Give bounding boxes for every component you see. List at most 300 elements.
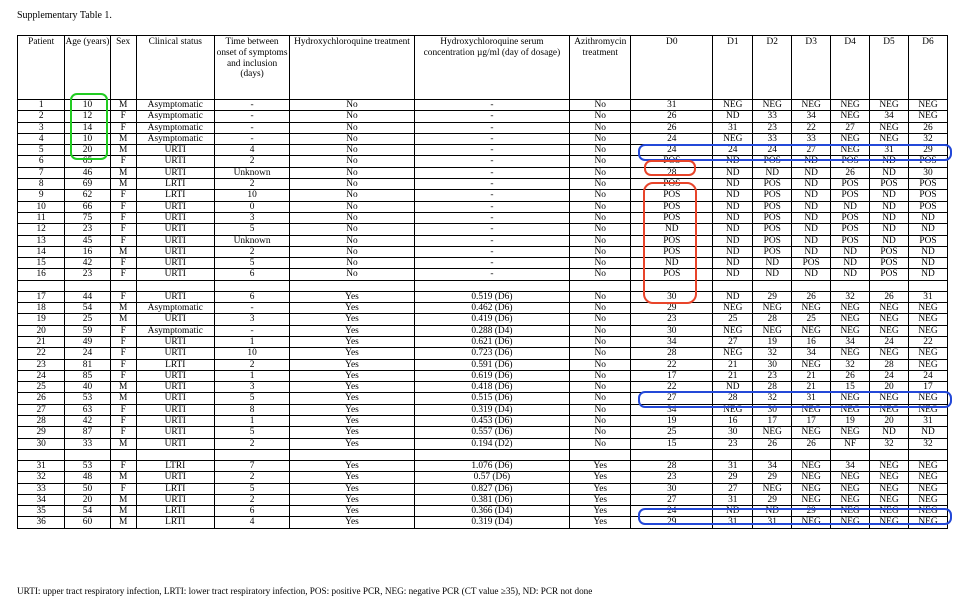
col-age-cell: 53 (65, 460, 110, 471)
col-clinical-status-cell: LTRI (136, 460, 214, 471)
col-d3-cell: NEG (792, 325, 831, 336)
col-patient-cell: 3 (18, 122, 65, 133)
col-sex-cell: M (110, 246, 136, 257)
col-clinical-status-cell: URTI (136, 224, 214, 235)
col-sex-cell: M (110, 133, 136, 144)
table-row (18, 145, 948, 156)
col-d3-cell: 31 (792, 393, 831, 404)
col-azithromycin-cell: Yes (570, 460, 631, 471)
col-azithromycin-cell: No (570, 269, 631, 280)
col-hcq-treatment-cell: No (290, 100, 414, 111)
col-d3-cell: 29 (792, 506, 831, 517)
col-d0-cell: 27 (631, 494, 713, 505)
col-hcq-treatment-cell: No (290, 212, 414, 223)
col-d0-cell: 26 (631, 111, 713, 122)
col-azithromycin-cell: No (570, 382, 631, 393)
table-footnote: URTI: upper tract respiratory infection, LRTI: lower tract respiratory infection, POS: positive PCR, NEG: negative PCR (CT value ≥35), ND: PCR not done (17, 586, 593, 596)
col-d4-cell: NEG (831, 494, 870, 505)
col-d5-cell: POS (870, 246, 909, 257)
col-age-cell: 63 (65, 404, 110, 415)
col-d2-cell: 23 (753, 370, 792, 381)
col-azithromycin-cell: No (570, 359, 631, 370)
col-sex-cell: F (110, 359, 136, 370)
col-hcq-concentration-cell: - (414, 111, 570, 122)
col-d2-cell: POS (753, 224, 792, 235)
col-time-onset-cell: 5 (214, 393, 290, 404)
col-hcq-concentration-cell: 0.619 (D6) (414, 370, 570, 381)
col-d3-cell: NEG (792, 517, 831, 528)
col-d2-cell: ND (753, 167, 792, 178)
col-d4-cell: POS (831, 179, 870, 190)
col-sex-cell: F (110, 460, 136, 471)
spacer-cell (110, 449, 136, 460)
col-d6-cell: ND (908, 258, 947, 269)
col-d2-cell: NEG (753, 427, 792, 438)
table-row (18, 370, 948, 381)
col-clinical-status-cell: URTI (136, 258, 214, 269)
col-hcq-treatment-cell: No (290, 190, 414, 201)
table-row (18, 359, 948, 370)
col-age-cell: 49 (65, 336, 110, 347)
col-hcq-concentration-cell: 0.366 (D4) (414, 506, 570, 517)
col-d4-header: D4 (831, 36, 870, 100)
col-patient-cell: 29 (18, 427, 65, 438)
col-d5-cell: NEG (870, 404, 909, 415)
col-time-onset-cell: 6 (214, 291, 290, 302)
col-d3-cell: ND (792, 201, 831, 212)
col-hcq-concentration-cell: 0.319 (D4) (414, 517, 570, 528)
spacer-cell (136, 449, 214, 460)
col-hcq-treatment-cell: No (290, 235, 414, 246)
col-d4-cell: NEG (831, 472, 870, 483)
col-d6-cell: POS (908, 235, 947, 246)
col-d2-cell: POS (753, 246, 792, 257)
col-clinical-status-cell: URTI (136, 156, 214, 167)
table-row (18, 269, 948, 280)
col-clinical-status-cell: URTI (136, 246, 214, 257)
col-time-onset-cell: 2 (214, 438, 290, 449)
col-d6-cell: NEG (908, 325, 947, 336)
col-hcq-treatment-cell: Yes (290, 404, 414, 415)
col-d1-cell: 25 (713, 314, 753, 325)
col-age-cell: 46 (65, 167, 110, 178)
col-d0-cell: 29 (631, 303, 713, 314)
col-azithromycin-cell: No (570, 167, 631, 178)
col-d0-cell: 17 (631, 370, 713, 381)
col-sex-cell: F (110, 201, 136, 212)
col-d0-cell: ND (631, 224, 713, 235)
col-azithromycin-cell: No (570, 404, 631, 415)
col-d2-cell: ND (753, 258, 792, 269)
col-hcq-treatment-cell: Yes (290, 336, 414, 347)
spacer-cell (18, 280, 65, 291)
spacer-cell (570, 449, 631, 460)
col-d3-cell: NEG (792, 460, 831, 471)
col-d0-cell: POS (631, 190, 713, 201)
spacer-cell (870, 449, 909, 460)
col-azithromycin-cell: No (570, 393, 631, 404)
col-d4-cell: POS (831, 235, 870, 246)
col-clinical-status-cell: URTI (136, 167, 214, 178)
col-d1-cell: 29 (713, 472, 753, 483)
col-hcq-concentration-cell: - (414, 133, 570, 144)
col-d6-cell: NEG (908, 506, 947, 517)
col-d5-cell: ND (870, 427, 909, 438)
col-d0-header: D0 (631, 36, 713, 100)
col-d2-cell: 23 (753, 122, 792, 133)
col-hcq-treatment-cell: No (290, 179, 414, 190)
col-d6-header: D6 (908, 36, 947, 100)
col-sex-cell: F (110, 190, 136, 201)
col-sex-cell: M (110, 303, 136, 314)
table-row (18, 212, 948, 223)
col-time-onset-header: Time between onset of symptoms and inclusion (days) (214, 36, 290, 100)
col-patient-cell: 15 (18, 258, 65, 269)
col-d3-cell: NEG (792, 483, 831, 494)
spacer-cell (414, 449, 570, 460)
col-d1-header: D1 (713, 36, 753, 100)
col-d6-cell: NEG (908, 348, 947, 359)
table-row (18, 336, 948, 347)
col-d5-cell: NEG (870, 303, 909, 314)
col-azithromycin-cell: No (570, 224, 631, 235)
col-d1-cell: ND (713, 111, 753, 122)
spacer-cell (110, 280, 136, 291)
col-d2-cell: NEG (753, 325, 792, 336)
col-hcq-treatment-cell: No (290, 156, 414, 167)
col-age-cell: 23 (65, 269, 110, 280)
col-age-cell: 10 (65, 133, 110, 144)
col-d0-cell: ND (631, 258, 713, 269)
col-time-onset-cell: Unknown (214, 167, 290, 178)
col-d1-cell: NEG (713, 325, 753, 336)
col-age-cell: 54 (65, 303, 110, 314)
col-d0-cell: 26 (631, 122, 713, 133)
col-sex-cell: F (110, 235, 136, 246)
col-d1-cell: 28 (713, 393, 753, 404)
col-d2-cell: POS (753, 156, 792, 167)
col-d3-cell: 34 (792, 111, 831, 122)
col-patient-cell: 35 (18, 506, 65, 517)
col-hcq-concentration-cell: 1.076 (D6) (414, 460, 570, 471)
col-azithromycin-cell: No (570, 133, 631, 144)
col-d3-cell: ND (792, 269, 831, 280)
col-d0-cell: POS (631, 212, 713, 223)
col-d1-cell: ND (713, 201, 753, 212)
col-d0-cell: 24 (631, 506, 713, 517)
col-clinical-status-cell: Asymptomatic (136, 111, 214, 122)
col-d3-cell: ND (792, 246, 831, 257)
col-d6-cell: NEG (908, 494, 947, 505)
col-hcq-concentration-cell: 0.194 (D2) (414, 438, 570, 449)
col-d3-cell: 16 (792, 336, 831, 347)
col-age-cell: 53 (65, 393, 110, 404)
col-clinical-status-cell: URTI (136, 348, 214, 359)
col-d1-cell: NEG (713, 303, 753, 314)
col-patient-cell: 6 (18, 156, 65, 167)
spacer-cell (214, 449, 290, 460)
col-d3-cell: 26 (792, 438, 831, 449)
col-d4-cell: NEG (831, 393, 870, 404)
table-row (18, 416, 948, 427)
col-d1-cell: 31 (713, 494, 753, 505)
col-age-cell: 42 (65, 258, 110, 269)
col-d4-cell: 34 (831, 460, 870, 471)
col-d0-cell: POS (631, 246, 713, 257)
col-d4-cell: NEG (831, 100, 870, 111)
col-d1-cell: ND (713, 506, 753, 517)
col-patient-header: Patient (18, 36, 65, 100)
col-d6-cell: NEG (908, 393, 947, 404)
col-clinical-status-cell: LRTI (136, 517, 214, 528)
col-d6-cell: 22 (908, 336, 947, 347)
col-d6-cell: 26 (908, 122, 947, 133)
col-sex-cell: F (110, 111, 136, 122)
col-d5-cell: POS (870, 258, 909, 269)
col-sex-cell: F (110, 269, 136, 280)
col-d5-cell: 24 (870, 370, 909, 381)
col-d0-cell: 24 (631, 145, 713, 156)
col-age-cell: 44 (65, 291, 110, 302)
col-d6-cell: NEG (908, 100, 947, 111)
col-time-onset-cell: 1 (214, 370, 290, 381)
table-row (18, 325, 948, 336)
col-sex-cell: F (110, 348, 136, 359)
col-patient-cell: 32 (18, 472, 65, 483)
col-age-cell: 25 (65, 314, 110, 325)
col-d6-cell: NEG (908, 460, 947, 471)
col-clinical-status-cell: URTI (136, 416, 214, 427)
col-patient-cell: 20 (18, 325, 65, 336)
col-d4-cell: NEG (831, 133, 870, 144)
col-d1-cell: ND (713, 382, 753, 393)
col-patient-cell: 9 (18, 190, 65, 201)
col-hcq-treatment-cell: Yes (290, 314, 414, 325)
col-hcq-concentration-cell: - (414, 258, 570, 269)
col-clinical-status-cell: URTI (136, 235, 214, 246)
col-time-onset-cell: Unknown (214, 235, 290, 246)
col-age-cell: 75 (65, 212, 110, 223)
col-azithromycin-cell: No (570, 438, 631, 449)
col-hcq-treatment-cell: Yes (290, 348, 414, 359)
col-d6-cell: POS (908, 156, 947, 167)
col-time-onset-cell: 2 (214, 494, 290, 505)
col-time-onset-cell: 2 (214, 179, 290, 190)
col-d4-cell: NEG (831, 506, 870, 517)
col-hcq-concentration-cell: 0.288 (D4) (414, 325, 570, 336)
col-azithromycin-cell: No (570, 291, 631, 302)
col-d5-cell: NEG (870, 314, 909, 325)
table-row (18, 483, 948, 494)
col-hcq-concentration-cell: 0.557 (D6) (414, 427, 570, 438)
table-row (18, 314, 948, 325)
col-time-onset-cell: 3 (214, 314, 290, 325)
col-clinical-status-cell: Asymptomatic (136, 133, 214, 144)
col-d4-cell: ND (831, 246, 870, 257)
col-hcq-concentration-cell: - (414, 246, 570, 257)
col-hcq-treatment-cell: Yes (290, 303, 414, 314)
col-d4-cell: ND (831, 258, 870, 269)
col-hcq-concentration-cell: - (414, 269, 570, 280)
col-d0-cell: POS (631, 235, 713, 246)
col-patient-cell: 26 (18, 393, 65, 404)
col-d6-cell: ND (908, 269, 947, 280)
col-d3-cell: ND (792, 224, 831, 235)
col-d6-cell: NEG (908, 111, 947, 122)
col-time-onset-cell: 4 (214, 145, 290, 156)
col-hcq-treatment-cell: No (290, 201, 414, 212)
col-d6-cell: 30 (908, 167, 947, 178)
col-patient-cell: 8 (18, 179, 65, 190)
col-d2-cell: NEG (753, 303, 792, 314)
col-d6-cell: NEG (908, 404, 947, 415)
col-hcq-concentration-cell: - (414, 212, 570, 223)
col-azithromycin-cell: No (570, 100, 631, 111)
col-clinical-status-cell: URTI (136, 393, 214, 404)
col-azithromycin-cell: No (570, 303, 631, 314)
col-clinical-status-cell: Asymptomatic (136, 122, 214, 133)
table-row (18, 224, 948, 235)
col-hcq-concentration-cell: 0.453 (D6) (414, 416, 570, 427)
table-row (18, 156, 948, 167)
spacer-cell (214, 280, 290, 291)
col-sex-cell: M (110, 145, 136, 156)
col-hcq-treatment-cell: Yes (290, 506, 414, 517)
col-time-onset-cell: - (214, 325, 290, 336)
col-azithromycin-cell: Yes (570, 506, 631, 517)
spacer-cell (713, 449, 753, 460)
col-clinical-status-cell: LRTI (136, 506, 214, 517)
col-d6-cell: NEG (908, 472, 947, 483)
col-patient-cell: 16 (18, 269, 65, 280)
col-patient-cell: 12 (18, 224, 65, 235)
col-age-cell: 20 (65, 145, 110, 156)
col-patient-cell: 1 (18, 100, 65, 111)
col-age-cell: 87 (65, 427, 110, 438)
col-d0-cell: 22 (631, 382, 713, 393)
col-age-cell: 40 (65, 382, 110, 393)
table-row (18, 190, 948, 201)
col-d2-cell: 30 (753, 404, 792, 415)
col-d5-cell: NEG (870, 460, 909, 471)
col-d1-cell: ND (713, 235, 753, 246)
col-time-onset-cell: 3 (214, 382, 290, 393)
col-patient-cell: 11 (18, 212, 65, 223)
col-d3-cell: 22 (792, 122, 831, 133)
col-d5-cell: NEG (870, 122, 909, 133)
col-time-onset-cell: 2 (214, 156, 290, 167)
col-d6-cell: 17 (908, 382, 947, 393)
spacer-cell (631, 280, 713, 291)
col-time-onset-cell: 2 (214, 359, 290, 370)
col-hcq-treatment-cell: No (290, 133, 414, 144)
col-time-onset-cell: 10 (214, 190, 290, 201)
table-row (18, 291, 948, 302)
col-hcq-concentration-cell: - (414, 100, 570, 111)
col-d2-cell: 17 (753, 416, 792, 427)
col-d1-cell: ND (713, 212, 753, 223)
col-d0-cell: 19 (631, 416, 713, 427)
col-d1-cell: ND (713, 179, 753, 190)
col-azithromycin-cell: No (570, 314, 631, 325)
col-patient-cell: 36 (18, 517, 65, 528)
col-d4-cell: 26 (831, 167, 870, 178)
col-d2-cell: 31 (753, 517, 792, 528)
col-d2-cell: 28 (753, 314, 792, 325)
col-hcq-concentration-cell: 0.519 (D6) (414, 291, 570, 302)
col-d5-cell: POS (870, 179, 909, 190)
col-azithromycin-cell: No (570, 122, 631, 133)
spacer-cell (908, 280, 947, 291)
col-patient-cell: 28 (18, 416, 65, 427)
spacer-cell (831, 280, 870, 291)
col-azithromycin-cell: No (570, 201, 631, 212)
col-azithromycin-cell: No (570, 427, 631, 438)
table-row (18, 404, 948, 415)
col-clinical-status-cell: Asymptomatic (136, 100, 214, 111)
col-d5-cell: NEG (870, 506, 909, 517)
col-sex-cell: F (110, 258, 136, 269)
col-age-cell: 50 (65, 483, 110, 494)
col-d2-cell: 29 (753, 291, 792, 302)
col-d4-cell: NEG (831, 517, 870, 528)
spacer-cell (792, 449, 831, 460)
col-clinical-status-cell: LRTI (136, 483, 214, 494)
col-d4-cell: NEG (831, 404, 870, 415)
col-d6-cell: NEG (908, 303, 947, 314)
col-sex-cell: F (110, 427, 136, 438)
col-d3-cell: ND (792, 167, 831, 178)
col-d0-cell: 31 (631, 100, 713, 111)
col-clinical-status-cell: URTI (136, 212, 214, 223)
col-d2-cell: ND (753, 269, 792, 280)
col-d0-cell: POS (631, 201, 713, 212)
col-d3-header: D3 (792, 36, 831, 100)
col-clinical-status-cell: URTI (136, 494, 214, 505)
col-d0-cell: 28 (631, 167, 713, 178)
col-d6-cell: 32 (908, 133, 947, 144)
col-d0-cell: 23 (631, 314, 713, 325)
col-d2-cell: 26 (753, 438, 792, 449)
col-azithromycin-cell: No (570, 190, 631, 201)
col-d4-cell: 15 (831, 382, 870, 393)
col-age-cell: 62 (65, 190, 110, 201)
col-patient-cell: 22 (18, 348, 65, 359)
spacer-cell (290, 449, 414, 460)
col-d4-cell: 34 (831, 336, 870, 347)
col-azithromycin-cell: Yes (570, 494, 631, 505)
col-hcq-concentration-cell: 0.381 (D6) (414, 494, 570, 505)
col-d3-cell: ND (792, 190, 831, 201)
col-d3-cell: ND (792, 179, 831, 190)
col-sex-cell: M (110, 314, 136, 325)
col-patient-cell: 18 (18, 303, 65, 314)
col-time-onset-cell: 5 (214, 258, 290, 269)
col-d1-cell: 21 (713, 370, 753, 381)
col-d3-cell: 27 (792, 145, 831, 156)
col-azithromycin-cell: No (570, 156, 631, 167)
col-d6-cell: POS (908, 190, 947, 201)
col-d2-cell: ND (753, 506, 792, 517)
table-row (18, 122, 948, 133)
col-patient-cell: 14 (18, 246, 65, 257)
col-d1-cell: ND (713, 190, 753, 201)
col-d6-cell: POS (908, 179, 947, 190)
col-hcq-concentration-header: Hydroxychloroquine serum concentration µg/ml (day of dosage) (414, 36, 570, 100)
col-d2-cell: 34 (753, 460, 792, 471)
col-d0-cell: 28 (631, 348, 713, 359)
col-d6-cell: NEG (908, 483, 947, 494)
